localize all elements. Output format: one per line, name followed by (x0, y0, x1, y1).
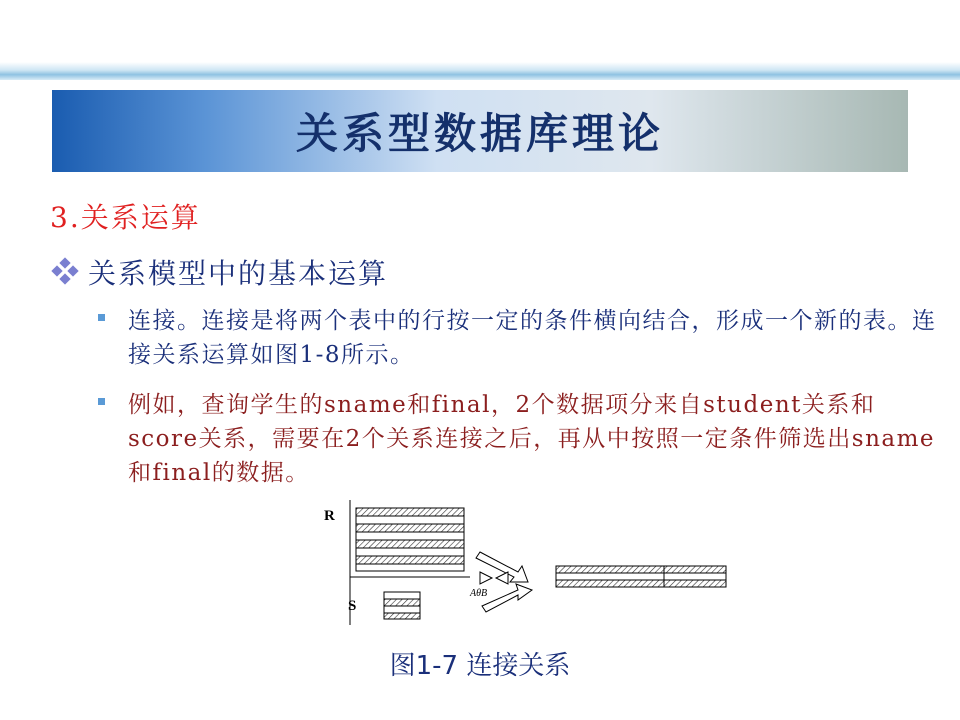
diamond-bullet-icon (50, 257, 80, 287)
relation-r-label: R (324, 508, 335, 524)
slide-title: 关系型数据库理论 (295, 109, 664, 158)
sub-item-text: 连接。连接是将两个表中的行按一定的条件横向结合，形成一个新的表。连接关系运算如图1-8所示。 (128, 308, 937, 368)
sub-item-text: 例如，查询学生的sname和final，2个数据项分来自student关系和score关系，需要在2个关系连接之后，再从中按照一定条件筛选出sname和final的数据。 (128, 392, 936, 486)
join-diagram-svg (320, 500, 740, 630)
result-table (556, 566, 726, 587)
sub-item-join-definition (98, 304, 938, 372)
join-diagram (320, 500, 740, 630)
join-condition-label: AθB (470, 588, 488, 599)
section-heading: 3.关系运算 (50, 201, 201, 234)
relation-r-table (356, 508, 464, 571)
relation-s-label: S (348, 598, 357, 614)
join-arrows (476, 552, 532, 612)
figure-caption: 图1-7 连接关系 (389, 651, 571, 681)
header-decoration-band (0, 62, 960, 80)
relation-s-table (384, 592, 420, 619)
square-bullet-icon (98, 398, 105, 405)
bullet-item (50, 252, 388, 292)
bullet-text: 关系模型中的基本运算 (88, 257, 389, 290)
sub-item-example (98, 388, 938, 490)
title-bar (52, 90, 908, 172)
square-bullet-icon (98, 314, 105, 321)
